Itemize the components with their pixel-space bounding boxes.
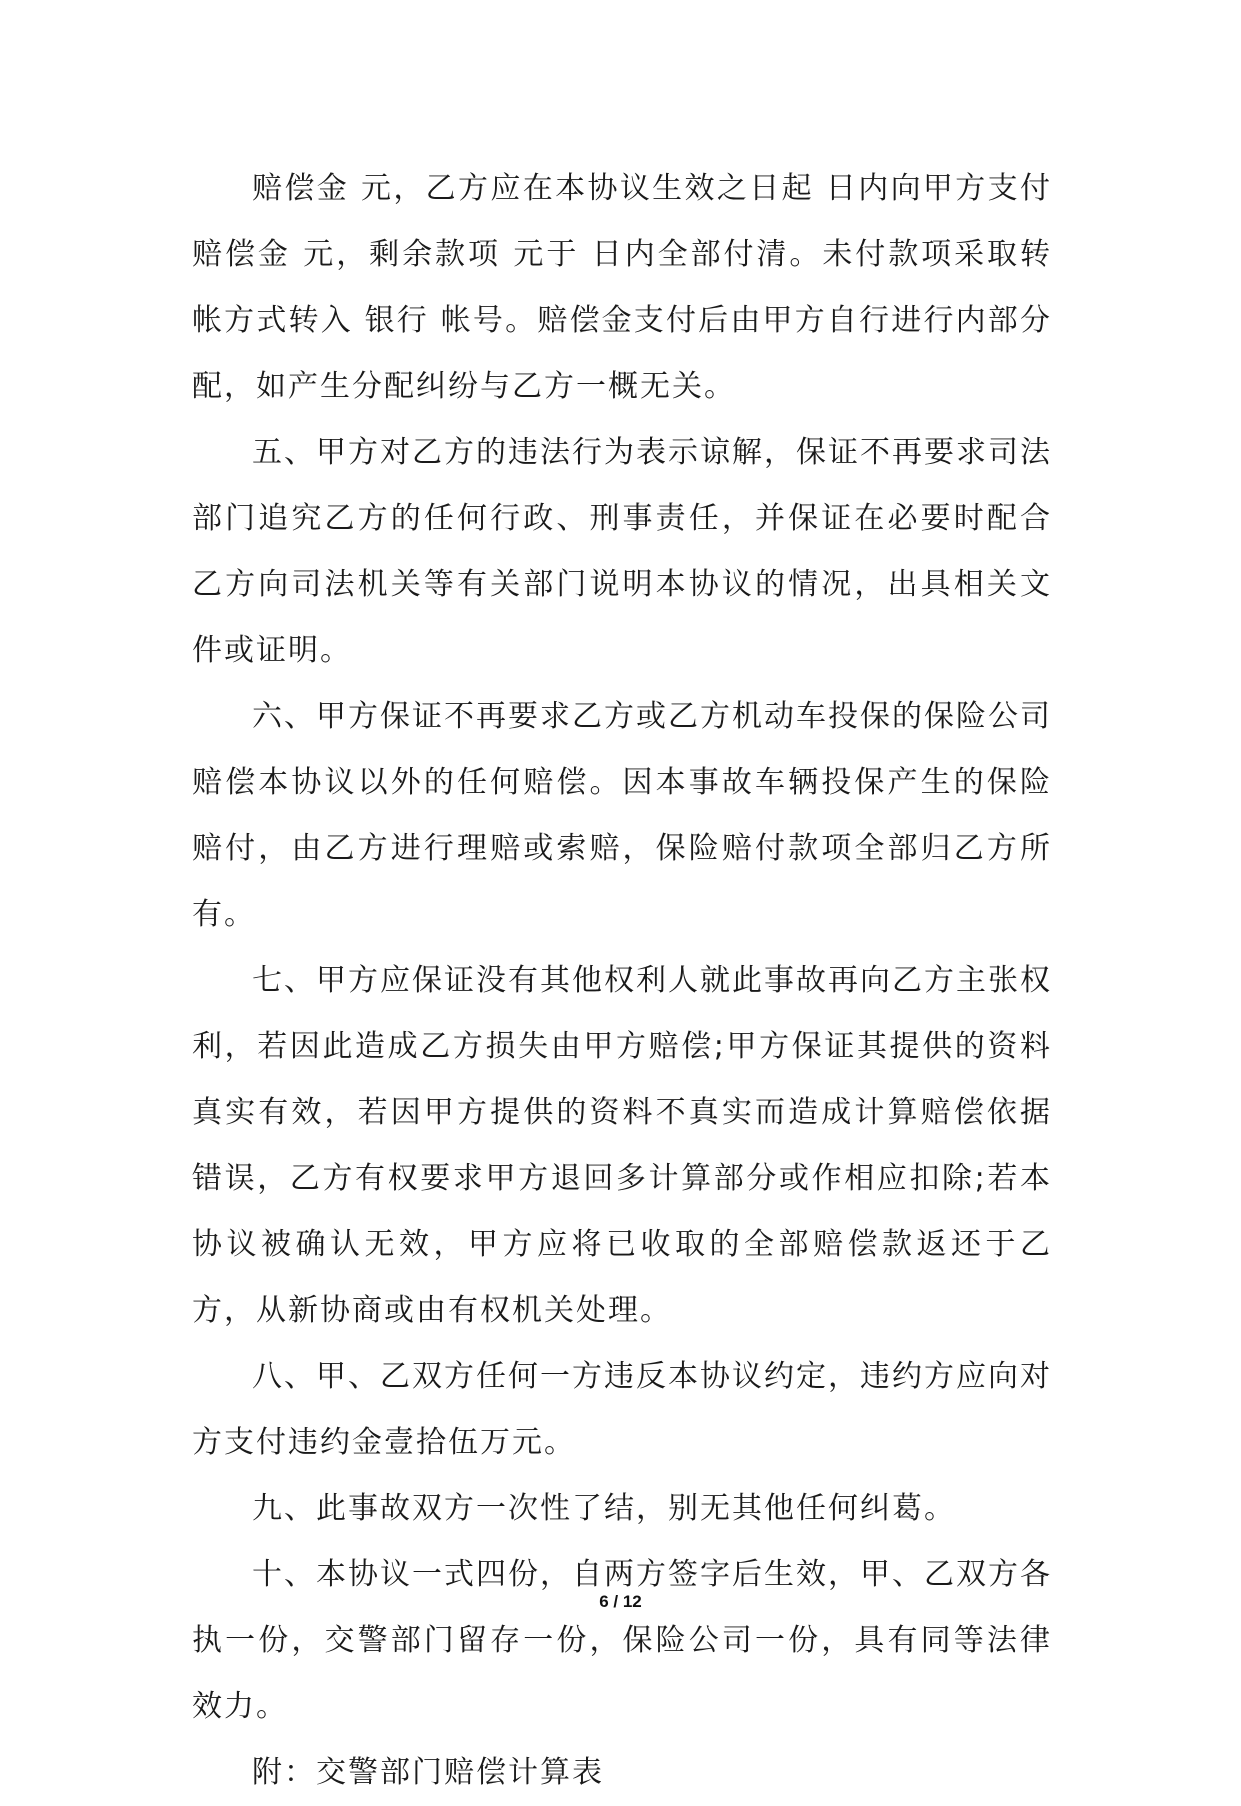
paragraph-clause-7: 七、甲方应保证没有其他权利人就此事故再向乙方主张权利，若因此造成乙方损失由甲方赔偿;甲方保证其提供的资料真实有效，若因甲方提供的资料不真实而造成计算赔偿依据错误，乙方有权要求甲方退回多计算部分或作相应扣除;若本协议被确认无效，甲方应将已收取的全部赔偿款返还于乙方，从新协商或由有权机关处理。 [192,963,1052,1328]
paragraph-clause-6: 六、甲方保证不再要求乙方或乙方机动车投保的保险公司赔偿本协议以外的任何赔偿。因本事故车辆投保产生的保险赔付，由乙方进行理赔或索赔，保险赔付款项全部归乙方所有。 [192,699,1052,932]
paragraph-clause-8: 八、甲、乙双方任何一方违反本协议约定，违约方应向对方支付违约金壹拾伍万元。 [192,1359,1052,1460]
paragraph-attachment: 附：交警部门赔偿计算表 [252,1755,604,1790]
paragraph-clause-5: 五、甲方对乙方的违法行为表示谅解，保证不再要求司法部门追究乙方的任何行政、刑事责任，并保证在必要时配合乙方向司法机关等有关部门说明本协议的情况，出具相关文件或证明。 [192,435,1052,668]
paragraph-clause-10: 十、本协议一式四份，自两方签字后生效，甲、乙双方各执一份，交警部门留存一份，保险公司一份，具有同等法律效力。 [192,1557,1052,1724]
paragraph-clause-9: 九、此事故双方一次性了结，别无其他任何纠葛。 [252,1491,956,1526]
paragraph-compensation-payment: 赔偿金 元，乙方应在本协议生效之日起 日内向甲方支付赔偿金 元，剩余款项 元于 日内全部付清。未付款项采取转帐方式转入 银行 帐号。赔偿金支付后由甲方自行进行内部分配，如产生分配纠纷与乙方一概无关。 [192,171,1052,404]
page-number: 6 / 12 [599,1592,642,1611]
document-body [192,156,1052,1806]
